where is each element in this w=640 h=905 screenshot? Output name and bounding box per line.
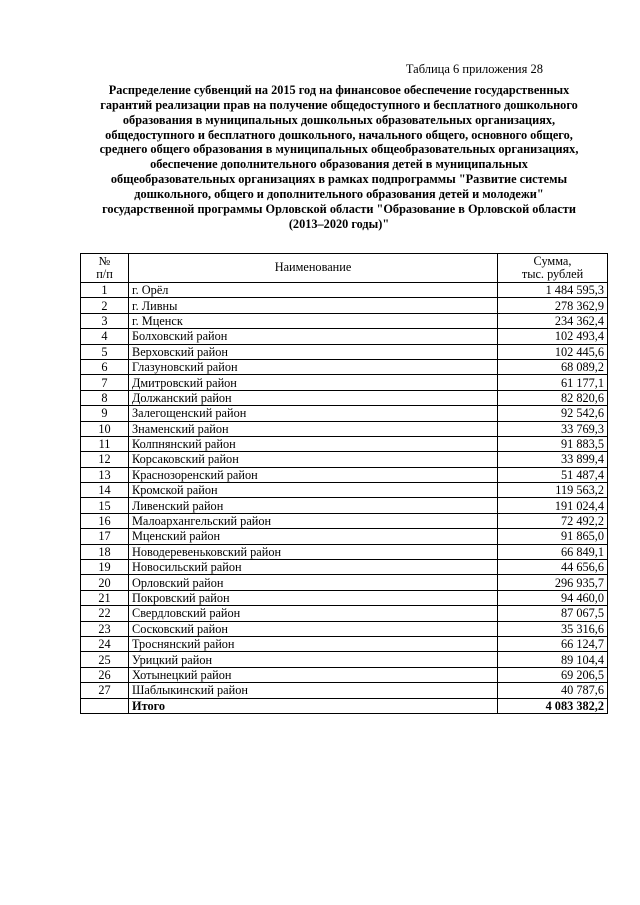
row-number: 1 (81, 283, 129, 298)
header-number (81, 254, 129, 283)
row-number: 3 (81, 313, 129, 328)
row-sum: 66 124,7 (498, 636, 608, 651)
row-number: 18 (81, 544, 129, 559)
row-name: Дмитровский район (129, 375, 498, 390)
row-sum: 33 769,3 (498, 421, 608, 436)
table-row (81, 421, 608, 436)
row-sum: 92 542,6 (498, 406, 608, 421)
row-name: Урицкий район (129, 652, 498, 667)
row-number: 15 (81, 498, 129, 513)
total-row (81, 698, 608, 713)
row-name: Верховский район (129, 344, 498, 359)
row-number: 26 (81, 667, 129, 682)
row-sum: 82 820,6 (498, 390, 608, 405)
table-row (81, 452, 608, 467)
row-name: Шаблыкинский район (129, 683, 498, 698)
row-number: 23 (81, 621, 129, 636)
row-sum: 51 487,4 (498, 467, 608, 482)
document-title: Распределение субвенций на 2015 год на финансовое обеспечение государственных гарантий реализации прав на получение общедоступного и бесплатного дошкольного образования в муниципальных дошкольных образовательных организациях, общедоступного и бесплатного дошкольного, начального общего, основного общего, среднего общего образования в муниципальных общеобразовательных организациях, обеспечение дополнительного образования детей в муниципальных общеобразовательных организациях в рамках подпрограммы "Развитие системы дошкольного, общего и дополнительного образования детей и молодежи" государственной программы Орловской области "Образование в Орловской области (2013–2020 годы)" (99, 83, 579, 231)
row-name: г. Орёл (129, 283, 498, 298)
row-name: Колпнянский район (129, 436, 498, 451)
row-name: Корсаковский район (129, 452, 498, 467)
table-row (81, 467, 608, 482)
table-row (81, 683, 608, 698)
row-number: 6 (81, 359, 129, 374)
table-body (81, 283, 608, 699)
row-name: Знаменский район (129, 421, 498, 436)
row-name: Покровский район (129, 590, 498, 605)
table-row (81, 313, 608, 328)
row-number: 7 (81, 375, 129, 390)
row-sum: 89 104,4 (498, 652, 608, 667)
table-row (81, 375, 608, 390)
table-row (81, 283, 608, 298)
header-number-line2: п/п (96, 267, 113, 281)
table-row (81, 483, 608, 498)
row-number: 2 (81, 298, 129, 313)
row-sum: 102 493,4 (498, 329, 608, 344)
row-name: Малоархангельский район (129, 513, 498, 528)
table-header-row (81, 254, 608, 283)
row-number: 25 (81, 652, 129, 667)
row-number: 9 (81, 406, 129, 421)
row-name: Залегощенский район (129, 406, 498, 421)
row-sum: 33 899,4 (498, 452, 608, 467)
row-name: Сосковский район (129, 621, 498, 636)
row-name: Орловский район (129, 575, 498, 590)
row-name: Должанский район (129, 390, 498, 405)
row-number: 4 (81, 329, 129, 344)
row-sum: 61 177,1 (498, 375, 608, 390)
table-row (81, 652, 608, 667)
row-number: 14 (81, 483, 129, 498)
row-number: 24 (81, 636, 129, 651)
row-number: 8 (81, 390, 129, 405)
row-name: Новосильский район (129, 560, 498, 575)
row-name: Краснозоренский район (129, 467, 498, 482)
row-number: 10 (81, 421, 129, 436)
row-sum: 91 865,0 (498, 529, 608, 544)
table-row (81, 529, 608, 544)
row-number: 22 (81, 606, 129, 621)
row-number: 27 (81, 683, 129, 698)
total-label: Итого (129, 698, 498, 713)
table-row (81, 667, 608, 682)
row-sum: 69 206,5 (498, 667, 608, 682)
table-row (81, 344, 608, 359)
total-number-cell (81, 698, 129, 713)
row-sum: 44 656,6 (498, 560, 608, 575)
table-row (81, 590, 608, 605)
row-name: г. Мценск (129, 313, 498, 328)
header-number-line1: № (98, 253, 111, 268)
row-name: Мценский район (129, 529, 498, 544)
table-row (81, 406, 608, 421)
row-sum: 1 484 595,3 (498, 283, 608, 298)
row-sum: 91 883,5 (498, 436, 608, 451)
row-number: 16 (81, 513, 129, 528)
row-sum: 119 563,2 (498, 483, 608, 498)
row-sum: 87 067,5 (498, 606, 608, 621)
row-sum: 68 089,2 (498, 359, 608, 374)
table-row (81, 560, 608, 575)
row-number: 21 (81, 590, 129, 605)
header-name: Наименование (129, 254, 498, 283)
row-name: Кромской район (129, 483, 498, 498)
row-number: 20 (81, 575, 129, 590)
total-sum: 4 083 382,2 (498, 698, 608, 713)
row-sum: 94 460,0 (498, 590, 608, 605)
row-name: Глазуновский район (129, 359, 498, 374)
row-sum: 102 445,6 (498, 344, 608, 359)
row-sum: 191 024,4 (498, 498, 608, 513)
table-row (81, 436, 608, 451)
row-sum: 72 492,2 (498, 513, 608, 528)
row-sum: 35 316,6 (498, 621, 608, 636)
row-sum: 66 849,1 (498, 544, 608, 559)
table-row (81, 329, 608, 344)
table-row (81, 575, 608, 590)
table-row (81, 498, 608, 513)
row-name: Новодеревеньковский район (129, 544, 498, 559)
table-row (81, 621, 608, 636)
subsidy-table (80, 253, 608, 714)
table-row (81, 513, 608, 528)
row-sum: 296 935,7 (498, 575, 608, 590)
table-caption: Таблица 6 приложения 28 (405, 62, 543, 76)
row-number: 5 (81, 344, 129, 359)
row-number: 12 (81, 452, 129, 467)
table-row (81, 298, 608, 313)
table-row (81, 636, 608, 651)
table-row (81, 544, 608, 559)
table-row (81, 606, 608, 621)
row-sum: 40 787,6 (498, 683, 608, 698)
row-name: Свердловский район (129, 606, 498, 621)
table-row (81, 359, 608, 374)
row-name: Троснянский район (129, 636, 498, 651)
row-number: 19 (81, 560, 129, 575)
row-name: Хотынецкий район (129, 667, 498, 682)
table-row (81, 390, 608, 405)
row-number: 17 (81, 529, 129, 544)
row-name: Болховский район (129, 329, 498, 344)
row-name: г. Ливны (129, 298, 498, 313)
header-sum-line2: тыс. рублей (521, 267, 584, 281)
header-sum-line1: Сумма, (533, 253, 572, 268)
row-sum: 278 362,9 (498, 298, 608, 313)
header-sum (498, 254, 608, 283)
row-name: Ливенский район (129, 498, 498, 513)
row-number: 11 (81, 436, 129, 451)
row-number: 13 (81, 467, 129, 482)
row-sum: 234 362,4 (498, 313, 608, 328)
